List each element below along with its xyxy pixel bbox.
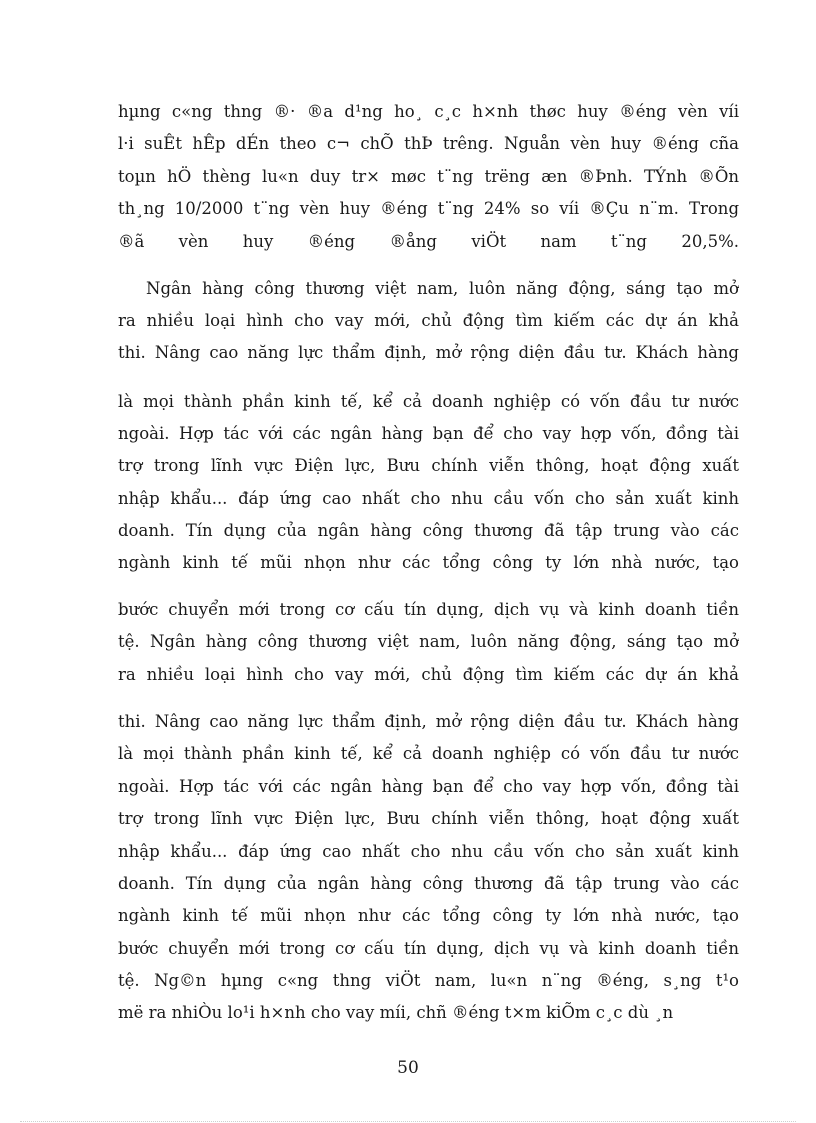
bottom-divider (20, 1121, 796, 1122)
text-line: ngành kinh tế mũi nhọn như các tổng công ty lớn nhà nước, tạo (118, 553, 739, 572)
text-line: trợ trong lĩnh vực Điện lực, Bưu chính viễn thông, hoạt động xuất (118, 456, 739, 475)
text-line: trợ trong lĩnh vực Điện lực, Bưu chính viễn thông, hoạt động xuất (118, 809, 739, 828)
page-number: 50 (397, 1058, 419, 1078)
text-line: hµng c«ng thng ®· ®a d¹ng ho¸ c¸c h×nh thøc huy ®éng vèn víi (118, 102, 739, 121)
text-line: ®ã vèn huy ®éng ®ång viÖt nam t¨ng 20,5%. (118, 232, 739, 251)
text-line: ra nhiều loại hình cho vay mới, chủ động tìm kiếm các dự án khả (118, 665, 739, 684)
text-line: là mọi thành phần kinh tế, kể cả doanh nghiệp có vốn đầu tư nước (118, 744, 739, 763)
text-line: bước chuyển mới trong cơ cấu tín dụng, dịch vụ và kinh doanh tiền (118, 939, 739, 958)
text-line: l·i suÊt hÊp dÉn theo c¬ chÕ thÞ trêng. Nguån vèn huy ®éng cña (118, 134, 739, 153)
text-line: ngành kinh tế mũi nhọn như các tổng công ty lớn nhà nước, tạo (118, 906, 739, 925)
text-line: ngoài. Hợp tác với các ngân hàng bạn để cho vay hợp vốn, đồng tài (118, 424, 739, 443)
text-line: tệ. Ngân hàng công thương việt nam, luôn năng động, sáng tạo mở (118, 632, 739, 651)
text-line: th¸ng 10/2000 t¨ng vèn huy ®éng t¨ng 24% so víi ®Çu n¨m. Trong (118, 199, 739, 218)
text-line: ra nhiều loại hình cho vay mới, chủ động tìm kiếm các dự án khả (118, 311, 739, 330)
text-line: nhập khẩu... đáp ứng cao nhất cho nhu cầu vốn cho sản xuất kinh (118, 842, 739, 861)
text-line: Ngân hàng công thương việt nam, luôn năng động, sáng tạo mở (146, 279, 739, 298)
text-line: bước chuyển mới trong cơ cấu tín dụng, dịch vụ và kinh doanh tiền (118, 600, 739, 619)
text-line: thi. Nâng cao năng lực thẩm định, mở rộng diện đầu tư. Khách hàng (118, 343, 739, 362)
text-line: ngoài. Hợp tác với các ngân hàng bạn để cho vay hợp vốn, đồng tài (118, 777, 739, 796)
text-line: doanh. Tín dụng của ngân hàng công thương đã tập trung vào các (118, 521, 739, 540)
text-line: là mọi thành phần kinh tế, kể cả doanh nghiệp có vốn đầu tư nước (118, 392, 739, 411)
text-line: toµn hÖ thèng lu«n duy tr× møc t¨ng trëng æn ®Þnh. TÝnh ®Õn (118, 167, 739, 186)
text-line: tệ. Ng©n hµng c«ng thng viÖt nam, lu«n n¨ng ®éng, s¸ng t¹o (118, 971, 739, 990)
text-line: më ra nhiÒu lo¹i h×nh cho vay míi, chñ ®éng t×m kiÕm c¸c dù ¸n (118, 1003, 674, 1022)
text-line: doanh. Tín dụng của ngân hàng công thương đã tập trung vào các (118, 874, 739, 893)
text-line: nhập khẩu... đáp ứng cao nhất cho nhu cầu vốn cho sản xuất kinh (118, 489, 739, 508)
text-line: thi. Nâng cao năng lực thẩm định, mở rộng diện đầu tư. Khách hàng (118, 712, 739, 731)
